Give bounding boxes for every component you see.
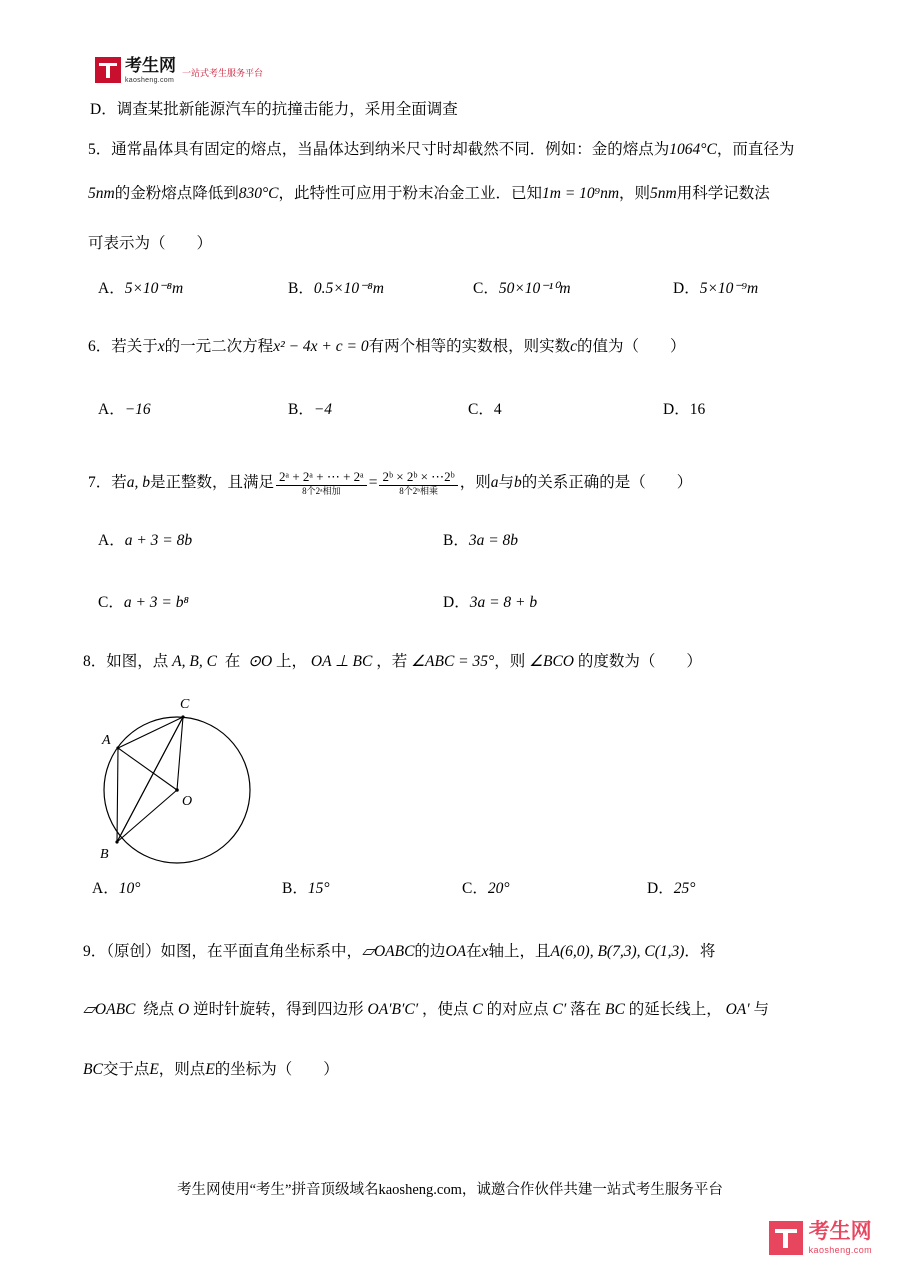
q9-math-1: ▱OABC [362, 943, 415, 960]
q8-option-d-value: 25° [673, 880, 696, 897]
question-6-stem [88, 335, 878, 359]
q7-text-1: 若 [111, 474, 127, 492]
q9-math-7: OA′B′C′ [367, 1001, 419, 1018]
q8-option-a-label: A． [92, 880, 119, 897]
q8-text-6: 的度数为（ ） [577, 653, 702, 670]
q5-option-d-value: 5×10⁻⁹m [699, 280, 759, 297]
logo-en-text: kaosheng.com [125, 77, 175, 84]
q6-option-a-label: A． [98, 401, 125, 418]
question-8-options [92, 876, 852, 898]
q9-text-4: 轴上，且 [488, 943, 551, 960]
q7-option-c[interactable] [98, 590, 443, 612]
q6-text-2: 的一元二次方程 [164, 338, 274, 355]
q5-option-c[interactable] [473, 276, 673, 298]
q6-option-d[interactable] [663, 397, 705, 419]
q5-number: 5． [88, 141, 112, 158]
q8-text-3: 上， [276, 653, 308, 670]
q5-math-1: 1064°C [669, 141, 717, 158]
q7-fraction-left-denominator: 8个2ᵃ相加 [276, 485, 367, 496]
q7-option-d-value: 3a = 8 + b [469, 594, 538, 611]
q8-number: 8． [83, 653, 107, 670]
q8-option-c[interactable] [462, 876, 647, 898]
q8-math-5: ∠BCO [529, 653, 574, 670]
q7-math-1: a, b [126, 474, 151, 492]
question-5-stem [88, 138, 868, 162]
q7-option-a-label: A． [98, 532, 125, 549]
q6-text-3: 有两个相等的实数根，则实数 [368, 338, 571, 355]
q9-text-14: ，则点 [158, 1061, 206, 1078]
svg-text:C: C [180, 697, 190, 712]
site-logo [95, 57, 263, 84]
q5-math-2: 5nm [88, 185, 115, 202]
q6-math-2: x² − 4x + c = 0 [273, 338, 369, 355]
question-9-stem-line2 [83, 998, 883, 1022]
q8-text-1: 如图，点 [106, 653, 169, 670]
q8-option-b-value: 15° [307, 880, 330, 897]
q5-text-2: ，而直径为 [716, 141, 795, 158]
q7-text-4: 与 [498, 474, 514, 492]
svg-text:A: A [102, 733, 111, 748]
q8-math-3: OA ⊥ BC [310, 653, 373, 670]
q5-option-b-value: 0.5×10⁻⁸m [313, 280, 384, 297]
q5-text-6: 用科学记数法 [676, 185, 770, 202]
q7-option-a-value: a + 3 = 8b [124, 532, 193, 549]
question-9-stem-line1 [83, 940, 883, 964]
q8-option-a[interactable] [92, 876, 282, 898]
q5-option-d-label: D． [673, 280, 700, 297]
q9-text-11: 的延长线上， [628, 1001, 722, 1018]
circle-geometry-diagram [70, 690, 300, 875]
q9-text-8: ，使点 [422, 1001, 469, 1018]
question-8-stem [83, 650, 873, 674]
q5-option-d[interactable] [673, 276, 758, 298]
q5-math-3: 830°C [238, 185, 279, 202]
q5-text-4: ，此特性可应用于粉末冶金工业．已知 [278, 185, 543, 202]
logo-mark-icon [95, 57, 121, 83]
question-4-option-d: D．调查某批新能源汽车的抗撞击能力，采用全面调查 [90, 101, 458, 118]
q5-option-c-value: 50×10⁻¹⁰m [498, 280, 571, 297]
q9-math-4: A(6,0), B(7,3), C(1,3) [550, 943, 685, 960]
q9-text-9: 的对应点 [486, 1001, 549, 1018]
question-5-stem-line2 [88, 182, 878, 206]
q5-option-a-value: 5×10⁻⁸m [124, 280, 184, 297]
q8-text-4: ，若 [376, 653, 408, 670]
q7-option-d-label: D． [443, 594, 470, 611]
q9-text-13: 交于点 [102, 1061, 150, 1078]
q6-option-a[interactable] [98, 397, 288, 419]
q8-option-d[interactable] [647, 876, 695, 898]
q7-text-5: 的关系正确的是（ ） [521, 474, 693, 492]
q9-text-6: 绕点 [143, 1001, 175, 1018]
q7-fraction-right-numerator: 2ᵇ × 2ᵇ × ⋯2ᵇ [382, 469, 455, 484]
q9-text-1: （原创）如图，在平面直角坐标系中， [106, 943, 363, 960]
svg-text:O: O [182, 794, 193, 809]
q7-equals: = [368, 474, 378, 492]
q8-option-b[interactable] [282, 876, 462, 898]
q9-math-10: BC [605, 1001, 625, 1018]
logo-cn-text: 考生网 [125, 56, 176, 75]
q7-option-b-label: B． [443, 532, 469, 549]
q9-number: 9． [83, 943, 107, 960]
q7-option-a[interactable] [98, 528, 443, 550]
question-7-stem [88, 470, 878, 496]
q8-text-5: ，则 [494, 653, 526, 670]
q9-text-10: 落在 [570, 1001, 602, 1018]
q9-math-14: E [205, 1061, 215, 1078]
q8-option-c-label: C． [462, 880, 488, 897]
q7-option-d[interactable] [443, 590, 537, 612]
q5-option-b-label: B． [288, 280, 314, 297]
q6-number: 6． [88, 338, 112, 355]
q6-option-b-label: B． [288, 401, 314, 418]
q7-option-b[interactable] [443, 528, 518, 550]
q8-text-2: 在 [224, 653, 241, 670]
q6-option-c-label: C．4 [468, 401, 502, 418]
q9-math-12: BC [83, 1061, 103, 1078]
q6-math-1: x [157, 338, 165, 355]
q5-math-4: 1m = 10⁹nm [542, 185, 620, 202]
footer-note: 考生网使用“考生”拼音顶级域名kaosheng.com，诚邀合作伙伴共建一站式考生服务平台 [177, 1182, 723, 1198]
q7-math-2: a [490, 474, 499, 492]
q8-math-4: ∠ABC = 35° [411, 653, 495, 670]
q9-text-5: ．将 [684, 943, 716, 960]
q8-option-a-value: 10° [118, 880, 141, 897]
q9-text-15: 的坐标为（ ） [214, 1061, 339, 1078]
q9-math-9: C′ [552, 1001, 567, 1018]
q7-fraction-left-numerator: 2ᵃ + 2ᵃ + ⋯ + 2ᵃ [279, 469, 364, 484]
q7-fraction-right-denominator: 8个2ᵇ相乘 [379, 485, 457, 496]
q5-option-c-label: C． [473, 280, 499, 297]
q6-option-b-value: −4 [313, 401, 333, 418]
q6-math-3: c [570, 338, 578, 355]
q7-fraction-left [276, 470, 367, 496]
q8-option-c-value: 20° [487, 880, 510, 897]
q5-option-a-label: A． [98, 280, 125, 297]
q7-text-3: ，则 [459, 474, 491, 492]
q5-text-5: ，则 [619, 185, 651, 202]
question-8-figure [70, 690, 300, 880]
q7-number: 7． [88, 474, 112, 492]
q9-text-3: 在 [466, 943, 482, 960]
q8-option-b-label: B． [282, 880, 308, 897]
q6-option-b[interactable] [288, 397, 468, 419]
q6-option-d-label: D．16 [663, 401, 706, 418]
question-5-options [98, 276, 858, 298]
question-7-options-row1 [98, 528, 858, 550]
q6-option-a-value: −16 [124, 401, 151, 418]
q5-text-1: 通常晶体具有固定的熔点，当晶体达到纳米尺寸时却截然不同．例如：金的熔点为 [111, 141, 670, 158]
q5-option-b[interactable] [288, 276, 473, 298]
q9-math-13: E [149, 1061, 159, 1078]
q7-text-2: 是正整数，且满足 [150, 474, 275, 492]
question-5-stem-line3: 可表示为（ ） [88, 235, 213, 252]
q8-math-1: A, B, C [172, 653, 217, 670]
q5-math-5: 5nm [650, 185, 677, 202]
q9-text-2: 的边 [414, 943, 446, 960]
q9-text-7: 逆时针旋转，得到四边形 [193, 1001, 364, 1018]
q8-math-2: ⊙O [247, 653, 273, 670]
q9-math-6: O [178, 1001, 190, 1018]
q9-math-8: C [472, 1001, 483, 1018]
question-9-stem-line3 [83, 1058, 883, 1082]
q9-math-11: OA′ [725, 1001, 750, 1018]
q8-option-d-label: D． [647, 880, 674, 897]
q9-math-2: OA [445, 943, 467, 960]
q5-text-3: 的金粉熔点降低到 [114, 185, 239, 202]
watermark-en-text: kaosheng.com [808, 1245, 872, 1255]
q5-option-a[interactable] [98, 276, 288, 298]
svg-text:B: B [100, 847, 109, 862]
watermark-logo-icon [769, 1221, 803, 1255]
q6-text-4: 的值为（ ） [577, 338, 686, 355]
q9-math-5: ▱OABC [83, 1001, 136, 1018]
question-6-options [98, 397, 858, 419]
q6-option-c[interactable] [468, 397, 663, 419]
watermark-text [809, 1221, 872, 1255]
watermark-cn-text: 考生网 [808, 1220, 872, 1243]
q7-option-b-value: 3a = 8b [468, 532, 519, 549]
q9-math-3: x [481, 943, 489, 960]
q7-math-3: b [514, 474, 522, 492]
footer-watermark [769, 1221, 872, 1255]
q7-fraction-right [379, 470, 457, 496]
q6-text-1: 若关于 [111, 338, 158, 355]
q7-option-c-value: a + 3 = b⁸ [123, 594, 189, 611]
logo-slogan: 一站式考生服务平台 [182, 68, 264, 78]
logo-text [125, 57, 176, 84]
question-7-options-row2 [98, 590, 858, 612]
q9-text-12: 与 [753, 1001, 770, 1018]
q7-option-c-label: C． [98, 594, 124, 611]
